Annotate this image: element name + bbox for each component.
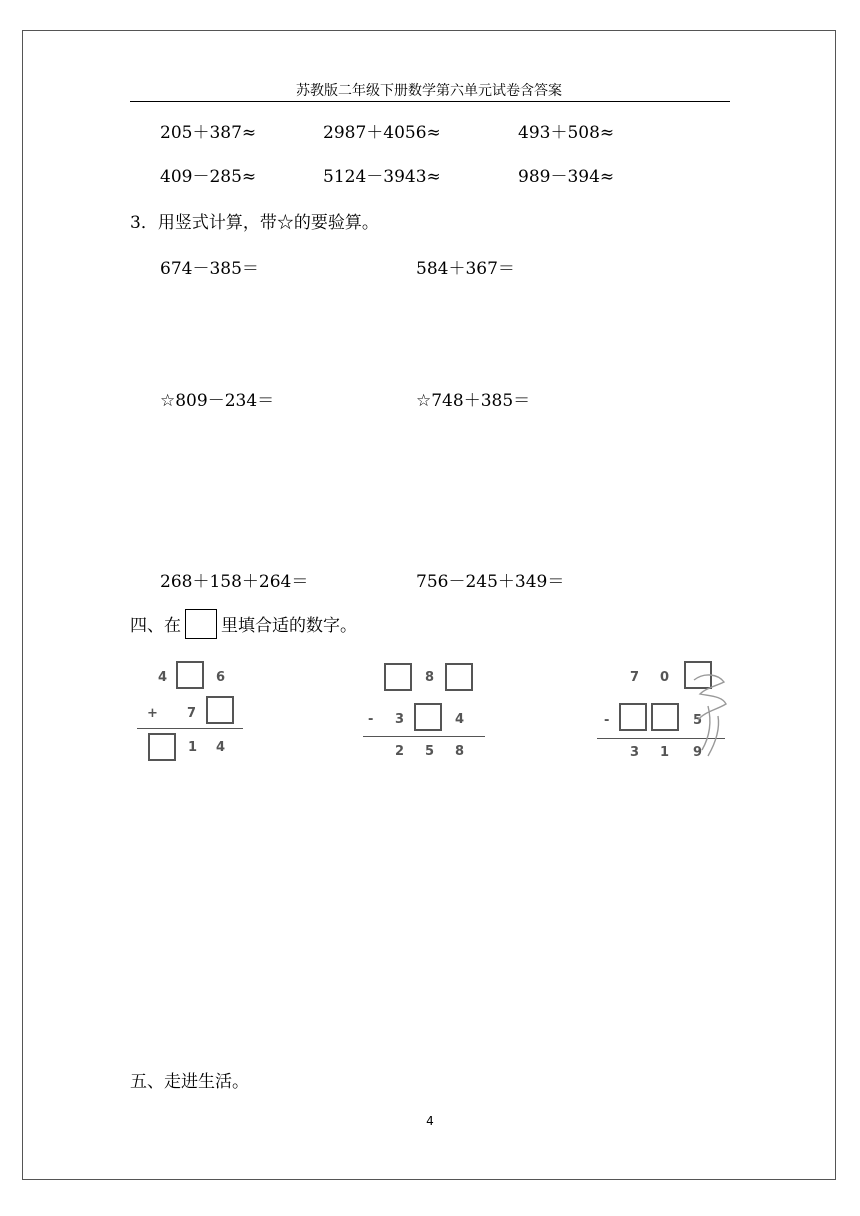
question-5-title: 五、走进生活。 (130, 1072, 249, 1092)
estimate-item: 205＋387≈ (160, 123, 257, 143)
answer-box[interactable] (445, 663, 473, 691)
difference-line (363, 736, 485, 737)
puzzle-digit: 3 (630, 745, 640, 760)
answer-box[interactable] (414, 703, 442, 731)
question-3-title: 3．用竖式计算，带☆的要验算。 (130, 213, 379, 233)
puzzle-digit: 0 (660, 670, 670, 685)
answer-box-sample (185, 609, 217, 639)
answer-box[interactable] (619, 703, 647, 731)
estimate-item: 989－394≈ (518, 167, 615, 187)
answer-box[interactable] (651, 703, 679, 731)
estimate-item: 493＋508≈ (518, 123, 615, 143)
page-frame (22, 30, 836, 1180)
estimate-item: 409－285≈ (160, 167, 257, 187)
puzzle-digit: 5 (425, 744, 435, 759)
question-4-title (130, 611, 357, 642)
page-header: 苏教版二年级下册数学第六单元试卷含答案 (296, 83, 562, 99)
calc-item: ☆809－234＝ (160, 391, 275, 411)
calc-item: 674－385＝ (160, 259, 259, 279)
minus-sign: - (604, 713, 610, 728)
minus-sign: - (368, 712, 374, 727)
calc-item: 756－245＋349＝ (416, 572, 565, 592)
estimate-item: 5124－3943≈ (323, 167, 441, 187)
puzzle-digit: 6 (216, 670, 226, 685)
calc-item: 268＋158＋264＝ (160, 572, 309, 592)
calc-item: 584＋367＝ (416, 259, 515, 279)
puzzle-digit: 8 (425, 670, 435, 685)
puzzle-digit: 7 (630, 670, 640, 685)
puzzle-digit: 7 (187, 706, 197, 721)
question-4-title-suffix: 里填合适的数字。 (221, 616, 357, 636)
puzzle-digit: 1 (660, 745, 670, 760)
puzzle-digit: 4 (216, 740, 226, 755)
puzzle-digit: 9 (693, 745, 703, 760)
answer-box[interactable] (384, 663, 412, 691)
sum-line (137, 728, 243, 729)
puzzle-digit: 1 (188, 740, 198, 755)
answer-box[interactable] (148, 733, 176, 761)
estimate-item: 2987＋4056≈ (323, 123, 441, 143)
puzzle-digit: 4 (158, 670, 168, 685)
puzzle-digit: 4 (455, 712, 465, 727)
puzzle-digit: 8 (455, 744, 465, 759)
header-divider (130, 101, 730, 102)
answer-box[interactable] (176, 661, 204, 689)
calc-item: ☆748＋385＝ (416, 391, 531, 411)
answer-box[interactable] (206, 696, 234, 724)
watermark-scribble-icon (688, 666, 730, 762)
page-number: 4 (426, 1114, 434, 1128)
plus-sign: + (147, 706, 158, 721)
puzzle-digit: 5 (693, 713, 703, 728)
question-4-title-prefix: 四、在 (130, 616, 181, 636)
puzzle-digit: 3 (395, 712, 405, 727)
puzzle-digit: 2 (395, 744, 405, 759)
